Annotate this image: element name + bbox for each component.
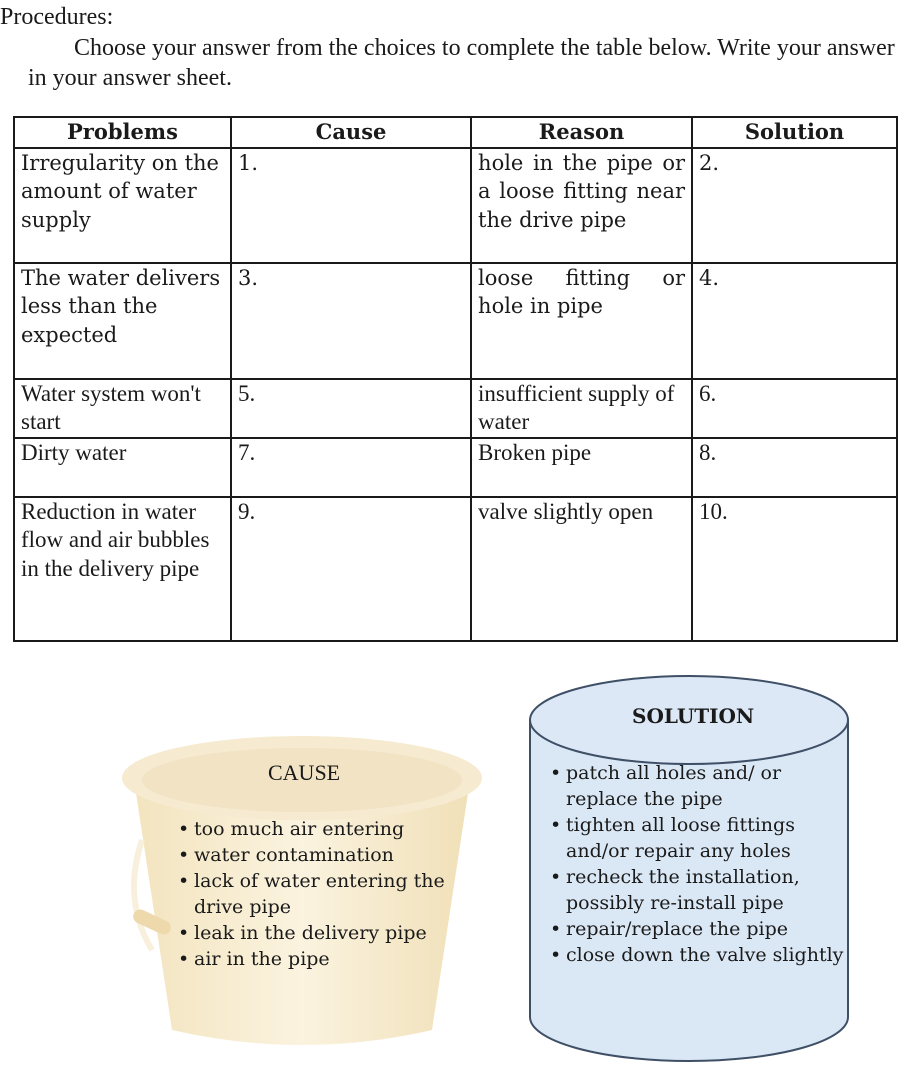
solution-blank: 4. (692, 263, 897, 379)
table-row (14, 379, 897, 438)
cause-blank: 3. (231, 263, 471, 379)
solution-blank: 2. (692, 148, 897, 263)
cause-choice: • lack of water entering the drive pipe (176, 868, 476, 920)
cause-blank: 7. (231, 438, 471, 497)
reason-cell: Broken pipe (471, 438, 692, 497)
table-row (14, 438, 897, 497)
solution-choices (548, 760, 848, 968)
procedures-label: Procedures: (0, 4, 114, 30)
cause-choices (176, 816, 476, 972)
reason-cell: insufficient supply of water (471, 379, 692, 438)
solution-choice: • repair/replace the pipe (548, 916, 848, 942)
problem-cell: The water delivers less than the expected (14, 263, 231, 379)
solution-choice: • close down the valve slightly (548, 942, 848, 968)
reason-cell: valve slightly open (471, 497, 692, 641)
problem-cell: Reduction in water flow and air bubbles in the delivery pipe (14, 497, 231, 641)
table-row (14, 263, 897, 379)
cause-choice: • too much air entering (176, 816, 476, 842)
solution-choice: • recheck the installation, possibly re-install pipe (548, 864, 848, 916)
cause-choice: • leak in the delivery pipe (176, 920, 476, 946)
reason-cell: hole in the pipe or a loose fitting near the drive pipe (471, 148, 692, 263)
cause-blank: 9. (231, 497, 471, 641)
solution-blank: 10. (692, 497, 897, 641)
instructions-text: Choose your answer from the choices to complete the table below. Write your answer in your answer sheet. (28, 35, 895, 91)
troubleshooting-table (13, 116, 898, 642)
problem-cell: Irregularity on the amount of water supply (14, 148, 231, 263)
cause-choice: • air in the pipe (176, 946, 476, 972)
cause-blank: 5. (231, 379, 471, 438)
cause-title: CAUSE (268, 760, 341, 785)
solution-choice: • tighten all loose fittings and/or repair any holes (548, 812, 848, 864)
table-row (14, 497, 897, 641)
reason-cell: loose fitting or hole in pipe (471, 263, 692, 379)
solution-title: SOLUTION (632, 704, 755, 728)
cause-blank: 1. (231, 148, 471, 263)
header-problems: Problems (14, 117, 231, 148)
cause-choice: • water contamination (176, 842, 476, 868)
problem-cell: Water system won't start (14, 379, 231, 438)
solution-blank: 8. (692, 438, 897, 497)
header-solution: Solution (692, 117, 897, 148)
solution-blank: 6. (692, 379, 897, 438)
header-cause: Cause (231, 117, 471, 148)
problem-cell: Dirty water (14, 438, 231, 497)
table-row (14, 148, 897, 263)
header-reason: Reason (471, 117, 692, 148)
table-header-row (14, 117, 897, 148)
solution-choice: • patch all holes and/ or replace the pipe (548, 760, 848, 812)
